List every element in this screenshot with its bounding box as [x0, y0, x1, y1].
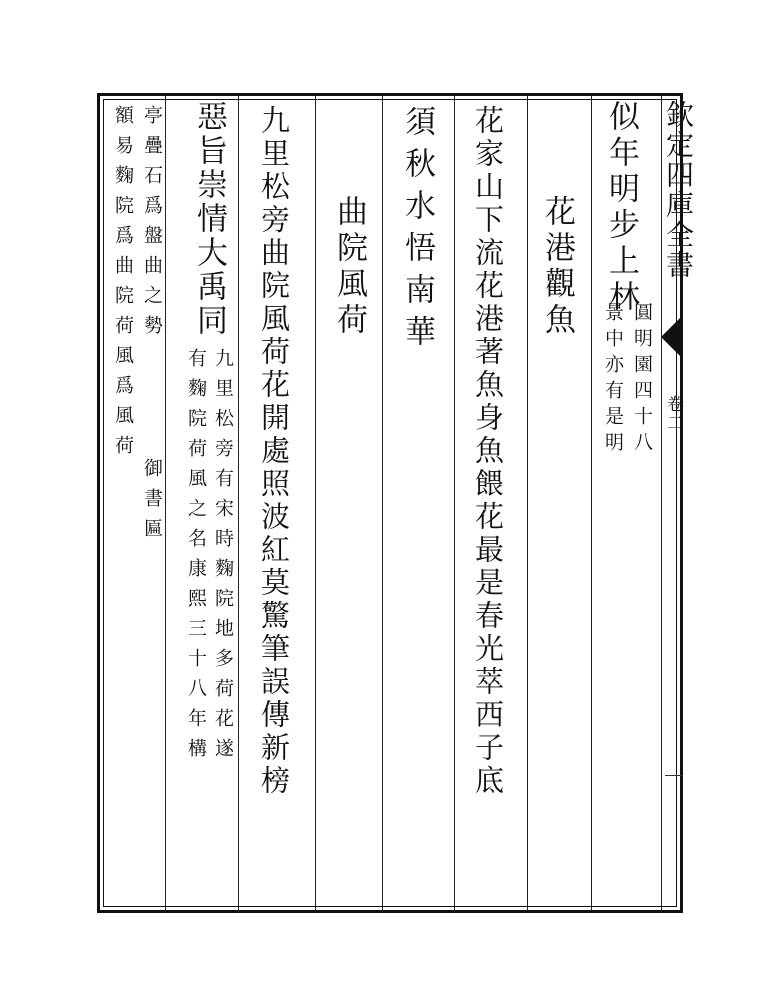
column-rule	[454, 96, 455, 910]
collection-title: 欽定四庫全書	[662, 100, 695, 280]
annotation-column: 有麴院荷風之名康熙三十八年構	[185, 348, 207, 768]
text-column: 花家山下流花港著魚身魚餵花最是春光萃西子底	[471, 105, 505, 798]
annotation-signature: 御書匾	[141, 458, 163, 548]
annotation-column: 九里松旁有宋時麴院地多荷花遂	[212, 348, 234, 768]
poem-title: 花港觀魚	[539, 195, 575, 339]
column-rule	[527, 96, 528, 910]
text-column: 九里松旁曲院風荷花開處照波紅莫驚筆誤傳新榜	[257, 105, 291, 798]
annotation-column: 額易麴院爲曲院荷風爲風荷	[112, 105, 134, 465]
text-column: 須秋水悟南華	[399, 105, 435, 357]
column-rule	[315, 96, 316, 910]
fish-tail-mark	[661, 315, 683, 359]
annotation-column: 景中亦有是明	[602, 302, 624, 458]
text-column: 似年明步上林	[603, 100, 639, 316]
text-column: 惡旨崇情大禹同	[191, 100, 227, 338]
volume-label: 卷二	[663, 395, 683, 433]
annotation-column: 亭疊石爲盤曲之勢	[141, 105, 163, 345]
margin-tick	[665, 775, 683, 776]
column-rule	[165, 96, 166, 910]
column-rule	[382, 96, 383, 910]
poem-title: 曲院風荷	[331, 195, 367, 339]
column-rule	[591, 96, 592, 910]
annotation-column: 圓明園四十八	[631, 302, 653, 458]
column-rule	[238, 96, 239, 910]
